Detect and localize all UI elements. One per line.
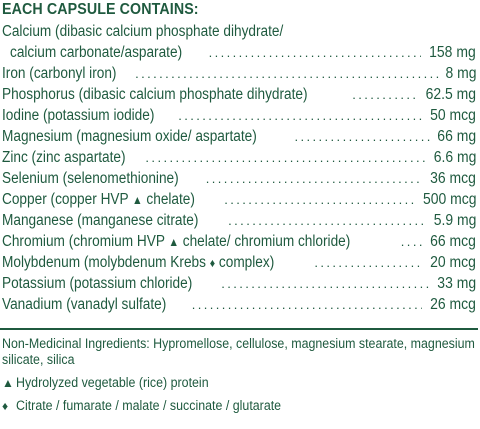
- ingredient-name: Iodine (potassium iodide): [2, 107, 155, 124]
- legend-item-diamond: [2, 397, 476, 414]
- leader-dots: [209, 42, 422, 63]
- section-divider: [0, 328, 478, 330]
- ingredient-row-iron: [2, 63, 476, 84]
- ingredient-amount: 50 mcg: [430, 107, 476, 124]
- ingredient-row-calcium-line1: [2, 21, 476, 42]
- ingredient-row-zinc: [2, 147, 476, 168]
- ingredient-name-part: complex): [215, 254, 275, 271]
- ingredient-name: Potassium (potassium chloride): [2, 275, 193, 292]
- ingredient-amount: 500 mcg: [422, 191, 476, 208]
- leader-dots: [135, 63, 438, 84]
- ingredient-row-potassium: [2, 273, 476, 294]
- ingredient-row-molybdenum: [2, 252, 476, 273]
- ingredient-row-vanadium: [2, 294, 476, 315]
- ingredient-amount: 26 mcg: [430, 296, 476, 313]
- ingredient-amount: 66 mg: [437, 128, 476, 145]
- ingredient-name-part: Chromium (chromium HVP: [2, 233, 169, 250]
- ingredient-name: Iron (carbonyl iron): [2, 65, 117, 82]
- ingredient-name: [2, 252, 274, 274]
- ingredient-row-magnesium: [2, 126, 476, 147]
- ingredient-row-phosphorus: [2, 84, 476, 105]
- leader-dots: [206, 168, 422, 189]
- ingredient-name: calcium carbonate/asparate): [10, 44, 183, 61]
- diamond-icon: ♦: [2, 398, 9, 413]
- ingredient-row-iodine: [2, 105, 476, 126]
- legend-text: Hydrolyzed vegetable (rice) protein: [16, 374, 209, 390]
- triangle-icon: ▲: [2, 375, 14, 390]
- ingredient-row-chromium: [2, 231, 476, 252]
- leader-dots: [192, 294, 422, 315]
- ingredient-name: Selenium (selenomethionine): [2, 170, 179, 187]
- supplement-facts-panel: [2, 0, 476, 315]
- ingredient-name-part: Copper (copper HVP: [2, 191, 133, 208]
- ingredient-name: Zinc (zinc aspartate): [2, 149, 126, 166]
- ingredient-amount: 62.5 mg: [425, 86, 476, 103]
- ingredient-name: [2, 231, 350, 253]
- ingredient-row-selenium: [2, 168, 476, 189]
- ingredient-name-part: chelate/ chromium chloride): [178, 233, 351, 250]
- ingredient-amount: 36 mcg: [430, 170, 476, 187]
- leader-dots: [224, 189, 413, 210]
- ingredient-name: Phosphorus (dibasic calcium phosphate dihydrate): [2, 86, 308, 103]
- ingredient-amount: 6.6 mg: [433, 149, 476, 166]
- legend-item-triangle: [2, 374, 476, 391]
- notes-section: [2, 336, 476, 414]
- ingredient-name: Manganese (manganese citrate): [2, 212, 199, 229]
- ingredient-name: Calcium (dibasic calcium phosphate dihydrate/: [2, 23, 284, 40]
- leader-dots: [178, 105, 422, 126]
- ingredient-row-manganese: [2, 210, 476, 231]
- ingredient-amount: 33 mg: [437, 275, 476, 292]
- non-medicinal-ingredients: Non-Medicinal Ingredients: Hypromellose, cellulose, magnesium stearate, magnesium silicate, silica: [2, 336, 475, 367]
- ingredient-amount: 5.9 mg: [433, 212, 476, 229]
- leader-dots: [145, 147, 425, 168]
- ingredient-name: Magnesium (magnesium oxide/ aspartate): [2, 128, 257, 145]
- ingredient-amount: 158 mg: [429, 44, 476, 61]
- ingredient-list: [2, 21, 476, 315]
- ingredient-amount: 20 mcg: [430, 254, 476, 271]
- ingredient-amount: 8 mg: [444, 65, 476, 82]
- ingredient-name: Vanadium (vanadyl sulfate): [2, 296, 167, 313]
- leader-dots: [221, 273, 430, 294]
- leader-dots: [401, 231, 422, 252]
- ingredient-amount: 66 mcg: [430, 233, 476, 250]
- ingredient-name: [2, 189, 195, 211]
- diamond-icon: ♦: [209, 256, 216, 270]
- ingredient-row-copper: [2, 189, 476, 210]
- triangle-icon: ▲: [132, 193, 143, 207]
- ingredient-name-part: Molybdenum (molybdenum Krebs: [2, 254, 210, 271]
- leader-dots: [228, 210, 425, 231]
- leader-dots: [314, 252, 422, 273]
- legend-text: Citrate / fumarate / malate / succinate / glutarate: [16, 397, 282, 413]
- triangle-icon: ▲: [168, 235, 179, 249]
- leader-dots: [294, 126, 429, 147]
- ingredient-row-calcium-line2: [2, 42, 476, 63]
- ingredient-name-part: chelate): [142, 191, 195, 208]
- leader-dots: [352, 84, 417, 105]
- panel-heading: EACH CAPSULE CONTAINS:: [2, 1, 199, 18]
